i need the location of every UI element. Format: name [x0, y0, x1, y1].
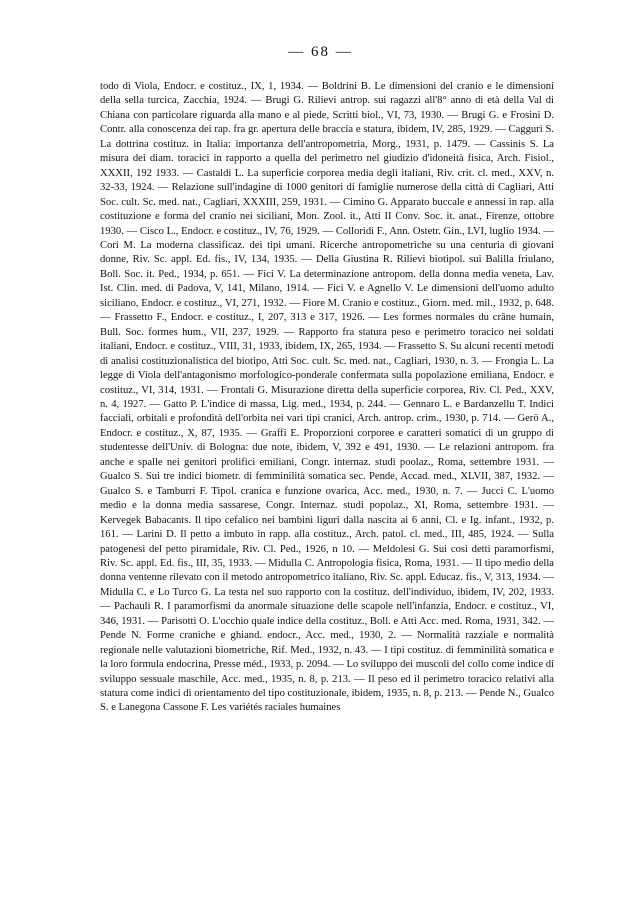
bibliography-text: todo di Viola, Endocr. e costituz., IX, 1, 1934. — Boldrini B. Le dimensioni del cranio e le dimensioni della sella turcica, Zacchia, 1924. — Brugi G. Rilievi antrop. sui ragazzi all'8° anno di età della Val di Chiana con particolare riguarda alla mano e al piede, Scritti biol., VI, 73, 1930. — Brugi G. e Frosini D. Contr. alla conoscenza dei rap. fra gr. apertura delle braccia e statura, ibidem, IV, 285, 1929. — Cagguri S. La dottrina costituz. in Italia: importanza dell'antropometria, Morg., 1931, p. 1479. — Cassinis S. La misura dei diam. toracici in rapporto a quella del perimetro nel giudizio d'idoneità fisica, Arch. Fisiol., XXXII, 192 1933. — Castaldi L. La superficie corporea media degli italiani, Riv. crit. cl. med., XXV, n. 32-33, 1924. — Relazione sull'indagine di 1000 genitori di famiglie numerose della città di Cagliari, Atti Soc. cult. Sc. med. nat., Cagliari, XXXIII, 259, 1931. — Cimino G. Apparato buccale e annessi in rap. alla costituzione e forma del cranio nei siciliani, Mon. Zool. it., Atti II Conv. Soc. it. anat., Firenze, ottobre 1930. — Cisco L., Endocr. e costituz., IV, 76, 1929. — Colloridi F., Ann. Ostetr. Gin., LVI, luglio 1934. — Cori M. La moderna classificaz. dei tipi umani. Ricerche antropometriche su una centuria di giovani donne, Riv. Sc. appl. Ed. fis., IV, 134, 1935. — Della Giustina R. Rilievi biotipol. sui Balilla friulano, Boll. Soc. it. Ped., 1934, p. 651. — Fici V. La determinazione antropom. della donna media veneta, Lav. Ist. Clin. med. di Padova, V, 141, Milano, 1914. — Fici V. e Agnello V. Le dimensioni dell'uomo adulto siciliano, Endocr. e costituz., VI, 271, 1932. — Fiore M. Cranio e costituz., Giorn. med. mil., 1932, p. 648. — Frassetto F., Endocr. e costituz., I, 207, 313 e 317, 1926. — Les formes normales du crâne humain, Bull. Soc. formes hum., VII, 237, 1929. — Rapporto fra statura peso e perimetro toracico nei soldati italiani, Endocr. e costituz., VIII, 31, 1933, ibidem, IX, 265, 1934. — Frassetto S. Su alcuni recenti metodi di analisi costituzionalistica del biotipo, Atti Soc. cult. Sc. med. nat., Cagliari, 1930, n. 3. — Frongia L. La legge di Viola dell'antagonismo morfologico-ponderale confermata sulla popolazione emiliana, Endocr. e costituz., VI, 314, 1931. — Frontali G. Misurazione diretta della superficie corporea, Riv. Cl. Ped., XXV, n. 4, 1927. — Gatto P. L'indice di massa, Lig. med., 1934, p. 244. — Gennaro L. e Bardanzellu T. Indici facciali, orbitali e profondità dell'orbita nei vari tipi cranici, Arch. antrop. crim., 1930, p. 714. — Gerö A., Endocr. e costituz., X, 87, 1935. — Graffi E. Proporzioni corporee e caratteri somatici di un gruppo di studentesse dell'Univ. di Bologna: due note, ibidem, V, 392 e 491, 1930. — Le relazioni antropom. fra anche e spalle nei genitori prolifici emiliani, Congr. internaz. studi poolaz., Roma, settembre 1931. — Gualco S. Sui tre indici biometr. di femminilità somatica sec. Pende, Accad. med., XLVII, 387, 1932. — Gualco S. e Tamburri F. Tipol. cranica e funzione ovarica, Acc. med., 1930, n. 7. — Jucci C. L'uomo medio e la donna media sassarese, Congr. Internaz. studi popolaz., XI, Roma, settembre 1931. — Kervegek Babacants. Il tipo cefalico nei bambini liguri dalla nascita ai 6 anni, Cl. e Ig. infant., 1932, p. 161. — Larini D. Il petto a imbuto in rapp. alla costituz., Arch. patol. cl. med., III, 485, 1924. — Sulla patogenesi del petto piramidale, Riv. Cl. Ped., 1926, n 10. — Meldolesi G. Sui così detti paramorfismi, Riv. Sc. appl. Ed. fis., III, 35, 1933. — Midulla C. Antropologia fisica, Roma, 1931. — Il tipo medio della donna ventenne rilevato con il metodo antropometrico italiano, Riv. Sc. appl. Educaz. fis., V, 313, 1934. — Midulla C. e Lo Turco G. La testa nel suo rapporto con la costituz. dell'individuo, ibidem, IV, 202, 1933. — Pachauli R. I paramorfismi da anormale situazione delle scapole nell'infanzia, Endocr. e costituz., VI, 346, 1931. — Parisotti O. L'occhio quale indice della costituz., Boll. e Atti Acc. med. Roma, 1931, 342. — Pende N. Forme craniche e ghiand. endocr., Acc. med., 1930, 2. — Normalità razziale e normalità regionale nelle valutazioni biometriche, Rif. Med., 1932, n. 43. — I tipi costituz. di femminilità somatica e la loro formula endocrina, Presse méd., 1933, p. 2094. — Lo sviluppo dei muscoli del collo come indice di sviluppo sessuale maschile, Acc. med., 1935, n. 8, p. 213. — Il peso ed il perimetro toracico relativi alla statura come indici di orientamento del tipo costituzionale, ibidem, 1935, n. 8, p. 213. — Pende N., Gualco S. e Lanegona Cassone F. Les variétés raciales humaines: [100, 81, 554, 714]
page-number: — 68 —: [288, 44, 353, 60]
